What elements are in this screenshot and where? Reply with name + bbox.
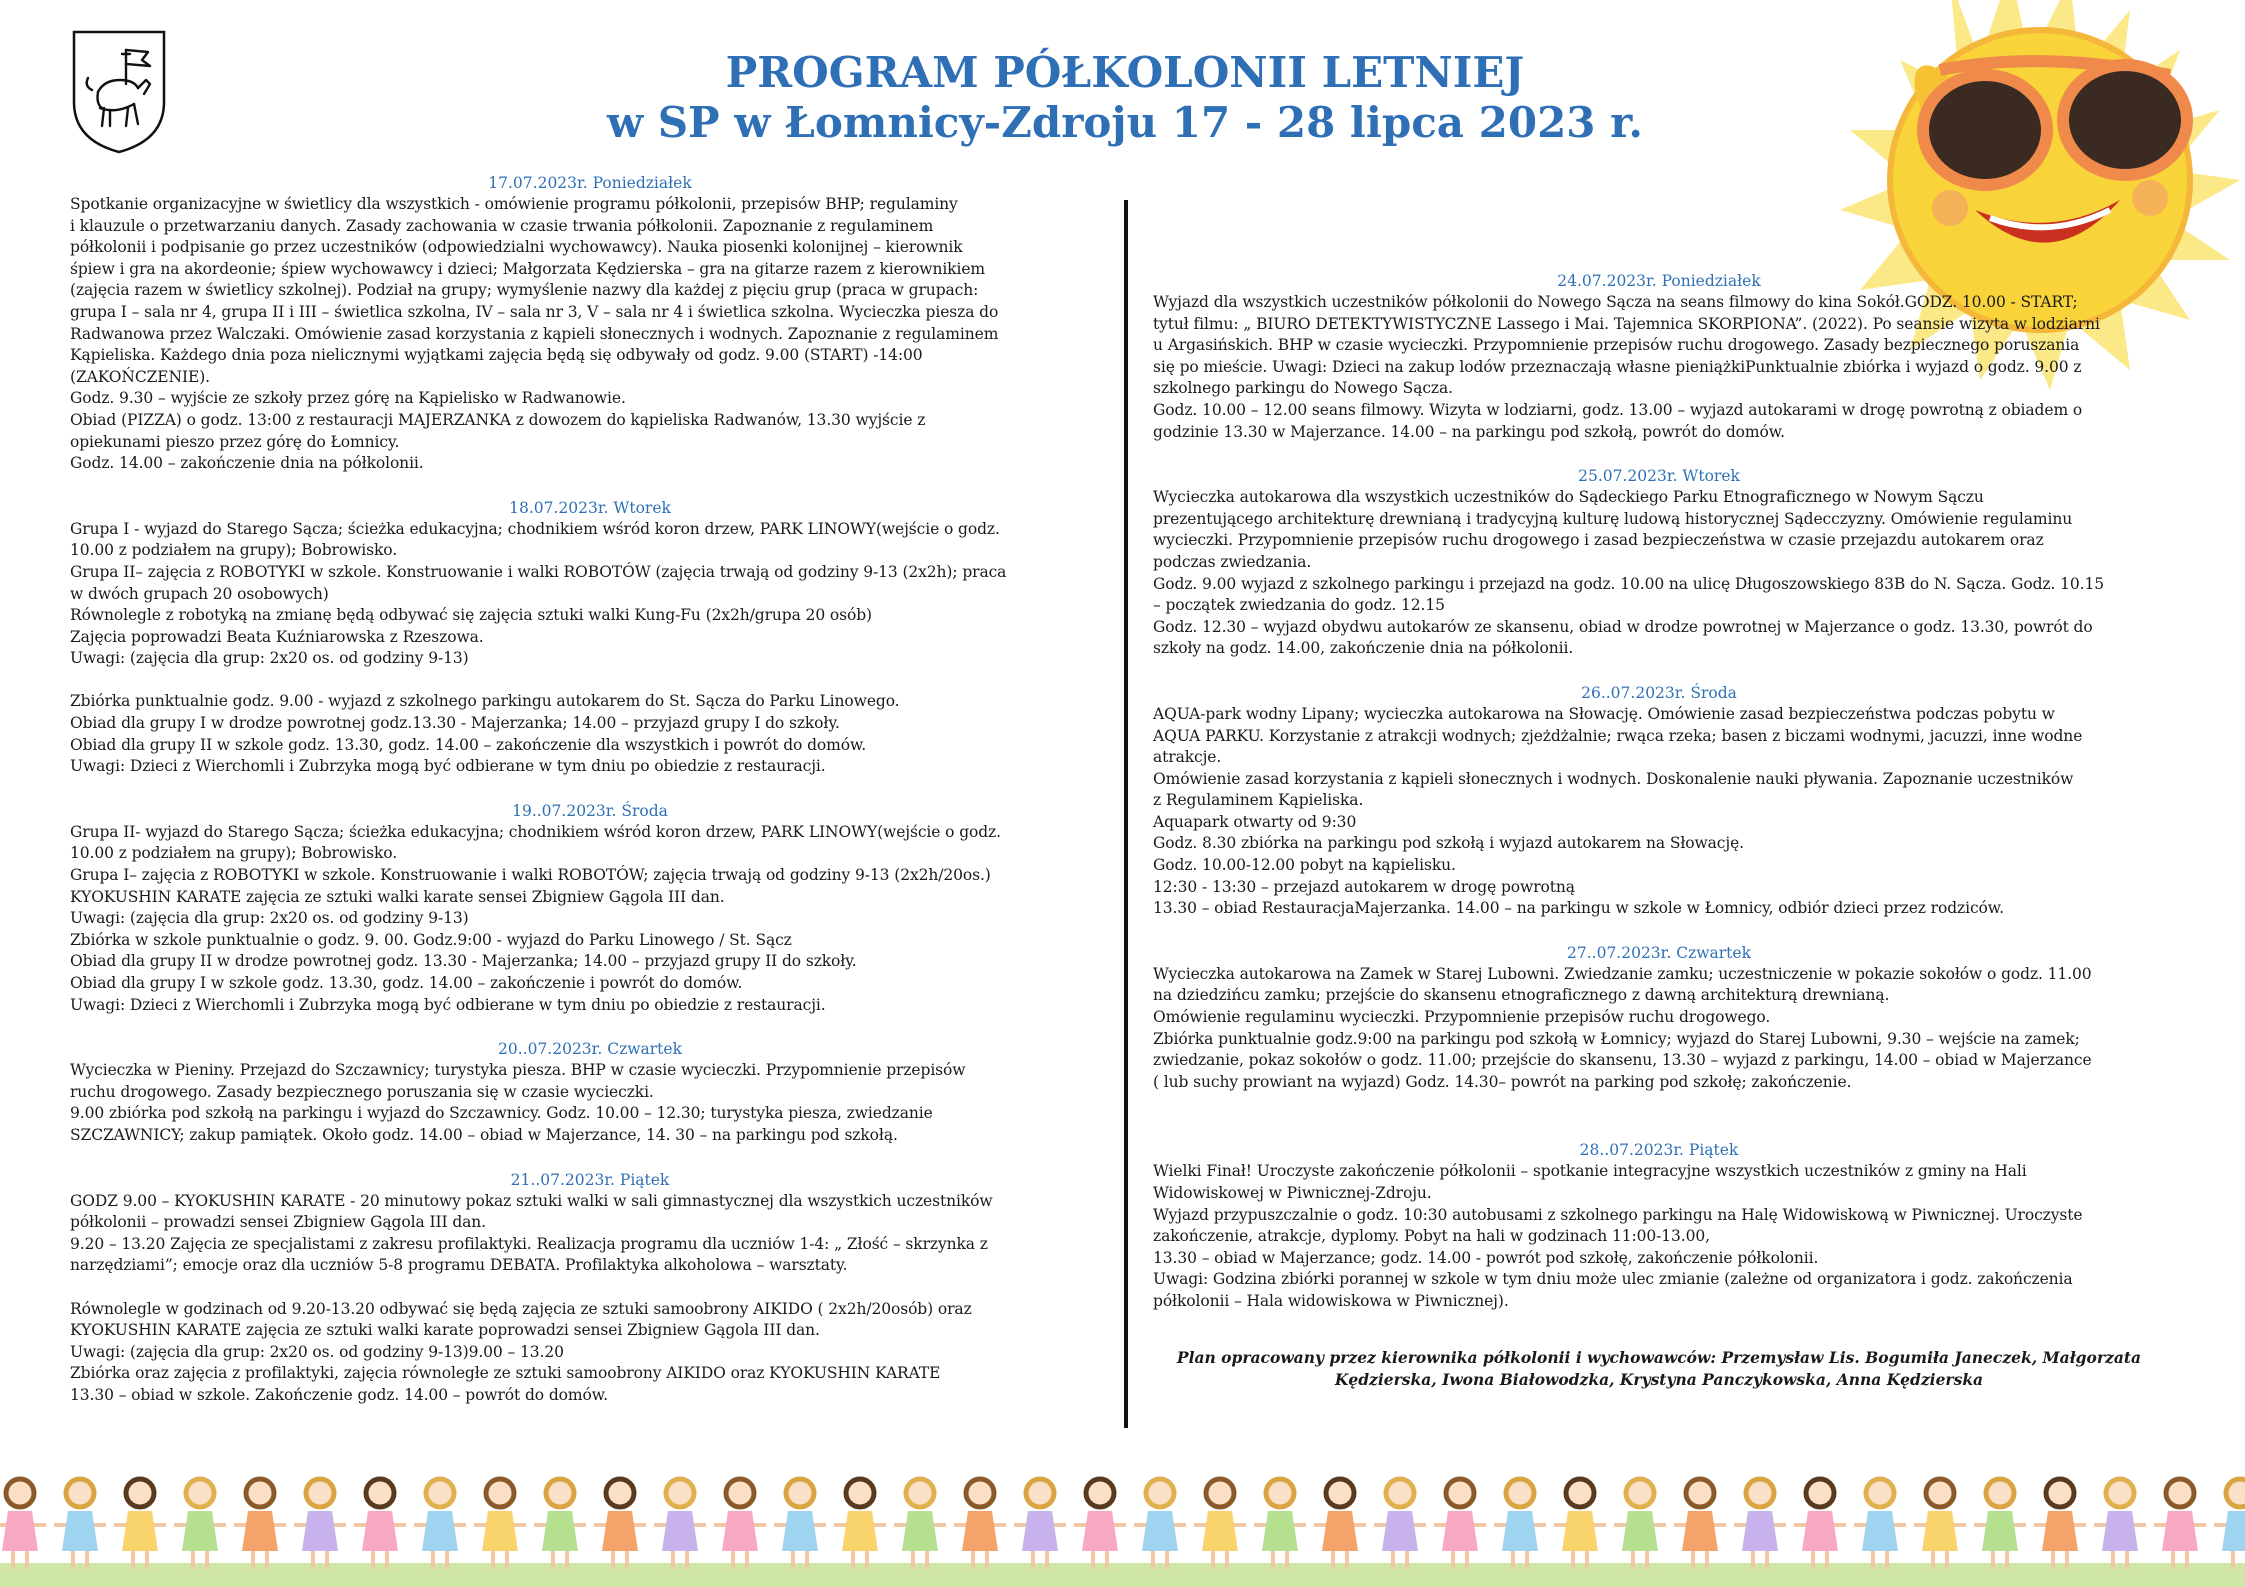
day-date-heading: 28..07.2023r. Piątek [1579, 1141, 1739, 1160]
child-figure [1674, 1479, 1726, 1569]
child-figure [1434, 1479, 1486, 1569]
day-27-07 [1153, 942, 2165, 1094]
day-description: Grupa II- wyjazd do Starego Sącza; ścieżka edukacyjna; chodnikiem wśród koron drzew, PARK LINOWY(wejście o godz. 10.00 z podziałem na grupy); Bobrowisko. Grupa I– zajęcia z ROBOTYKI w szkole. Konstruowanie i walki ROBOTÓW; zajęcia trwają od godziny 9-13 (2x2h/20os.) KYOKUSHIN KARATE zajęcia ze sztuki walki karate sensei Zbigniew Gągola III dan. Uwagi: (zajęcia dla grup: 2x20 os. od godziny 9-13) Zbiórka w szkole punktualnie o godz. 9. 00. Godz.9:00 - wyjazd do Parku Linowego / St. Sącz Obiad dla grupy II w drodze powrotnej godz. 13.30 - Majerzanka; 14.00 – przyjazd grupy II do szkoły. Obiad dla grupy I w szkole godz. 13.30, godz. 14.00 – zakończenie i powrót do domów. Uwagi: Dzieci z Wierchomli i Zubrzyka mogą być odbierane w tym dniu po obiedzie z restauracji. [70, 822, 1001, 1014]
child-figure [1854, 1479, 1906, 1569]
day-date-heading: 25.07.2023r. Wtorek [1578, 467, 1740, 486]
day-20-07 [70, 1038, 1110, 1146]
children-holding-hands-border [0, 1455, 2245, 1587]
child-figure [1314, 1479, 1366, 1569]
day-description: Wycieczka w Pieniny. Przejazd do Szczawnicy; turystyka piesza. BHP w czasie wycieczki. Przypomnienie przepisów ruchu drogowego. Zasady bezpiecznego poruszania się w czasie wycieczki. 9.00 zbiórka pod szkołą na parkingu i wyjazd do Szczawnicy. Godz. 10.00 – 12.30; turystyka piesza, zwiedzanie SZCZAWNICY; zakup pamiątek. Około godz. 14.00 – obiad w Majerzance, 14. 30 – na parkingu pod szkołą. [70, 1061, 966, 1144]
child-figure [114, 1479, 166, 1569]
day-date-heading: 24.07.2023r. Poniedziałek [1557, 272, 1761, 290]
day-description: Spotkanie organizacyjne w świetlicy dla wszystkich - omówienie programu półkolonii, przepisów BHP; regulaminy i klauzule o przetwarzaniu danych. Zasady zachowania w czasie trwania półkolonii. Zapoznanie z regulaminem półkolonii i podpisanie go przez uczestników (odpowiedzialni wychowawcy). Nauka piosenki kolonijnej – kierownik śpiew i gra na akordeonie; śpiew wychowawcy i dzieci; Małgorzata Kędzierska – gra na gitarze razem z kierownikiem (zajęcia razem w świetlicy szkolnej). Podział na grupy; wymyślenie nazwy dla każdej z pięciu grup (praca w grupach: grupa I – sala nr 4, grupa II i III – świetlica szkolna, IV – sala nr 3, V – sala nr 4 i świetlica szkolna. Wycieczka piesza do Radwanowa przez Walczaki. Omówienie zasad korzystania z kąpieli słonecznych i wodnych. Zapoznanie z regulaminem Kąpieliska. Każdego dnia poza nielicznymi wyjątkami zajęcia będą się odbywały od godz. 9.00 (START) -14:00 (ZAKOŃCZENIE). Godz. 9.30 – wyjście ze szkoły przez górę na Kąpielisko w Radwanowie. Obiad (PIZZA) o godz. 13:00 z restauracji MAJERZANKA z dowozem do kąpieliska Radwanów, 13.30 wyjście z opiekunami pieszo przez górę do Łomnicy. Godz. 14.00 – zakończenie dnia na półkolonii. [70, 195, 999, 473]
child-figure [954, 1479, 1006, 1569]
child-figure [0, 1479, 46, 1569]
day-description: Wycieczka autokarowa dla wszystkich uczestników do Sądeckiego Parku Etnograficznego w Nowym Sączu prezentującego architekturę drewnianą i tradycyjną kulturę ludową historycznej Sądecczyzny. Omówienie regulaminu wycieczki. Przypomnienie przepisów ruchu drogowego i zasad bezpieczeństwa w czasie przejazdu autokarem oraz podczas zwiedzania. Godz. 9.00 wyjazd z szkolnego parkingu i przejazd na godz. 10.00 na ulicę Długoszowskiego 83B do N. Sącza. Godz. 10.15 – początek zwiedzania do godz. 12.15 Godz. 12.30 – wyjazd obydwu autokarów ze skansenu, obiad w drodze powrotnej w Majerzance o godz. 13.30, powrót do szkoły na godz. 14.00, zakończenie dnia na półkolonii. [1153, 488, 2104, 658]
day-28-07 [1153, 1139, 2165, 1312]
child-figure [1794, 1479, 1846, 1569]
child-figure [834, 1479, 886, 1569]
child-figure [354, 1479, 406, 1569]
child-figure [714, 1479, 766, 1569]
child-figure [1734, 1479, 1786, 1569]
day-24-07 [1153, 270, 2165, 443]
child-figure [1974, 1479, 2026, 1569]
child-figure [2034, 1479, 2086, 1569]
child-figure [2154, 1479, 2206, 1569]
child-figure [414, 1479, 466, 1569]
day-26-07 [1153, 682, 2165, 920]
left-column-schedule [70, 172, 1110, 1429]
day-25-07 [1153, 465, 2165, 660]
day-18-07 [70, 497, 1110, 778]
child-figure [54, 1479, 106, 1569]
coat-of-arms-logo [70, 28, 168, 156]
child-figure [1134, 1479, 1186, 1569]
title-line-1: PROGRAM PÓŁKOLONII LETNIEJ [725, 48, 1525, 97]
day-description: Wyjazd dla wszystkich uczestników półkolonii do Nowego Sącza na seans filmowy do kina Sokół.GODZ. 10.00 - START; tytuł filmu: „ BIURO DETEKTYWISTYCZNE Lassego i Mai. Tajemnica SKORPIONA”. (2022). Po seansie wizyta w lodziarni u Argasińskich. BHP w czasie wycieczki. Przypomnienie przepisów ruchu drogowego. Zasady bezpiecznego poruszania się po mieście. Uwagi: Dzieci na zakup lodów przeznaczają własne pieniążkiPunktualnie zbiórka i wyjazd o godz. 9.00 z szkolnego parkingu do Nowego Sącza. Godz. 10.00 – 12.00 seans filmowy. Wizyta w lodziarni, godz. 13.00 – wyjazd autokarami w drogę powrotną z obiadem o godzinie 13.30 w Majerzance. 14.00 – na parkingu pod szkołą, powrót do domów. [1153, 293, 2100, 441]
child-figure [1614, 1479, 1666, 1569]
child-figure [234, 1479, 286, 1569]
child-figure [1914, 1479, 1966, 1569]
child-figure [174, 1479, 226, 1569]
day-date-heading: 21..07.2023r. Piątek [510, 1170, 670, 1189]
day-description: Wycieczka autokarowa na Zamek w Starej Lubowni. Zwiedzanie zamku; uczestniczenie w pokazie sokołów o godz. 11.00 na dziedzińcu zamku; przejście do skansenu etnograficznego z dawną architekturą drewnianą. Omówienie regulaminu wycieczki. Przypomnienie przepisów ruchu drogowego. Zbiórka punktualnie godz.9:00 na parkingu pod szkołą w Łomnicy; wyjazd do Starej Lubowni, 9.30 – wejście na zamek; zwiedzanie, pokaz sokołów o godz. 11.00; przejście do skansenu, 13.30 – wyjazd z parkingu, 14.00 – obiad w Majerzance ( lub suchy prowiant na wyjazd) Godz. 14.30– powrót na parking pod szkołę; zakończenie. [1153, 964, 2092, 1091]
authors-note: Plan opracowany przez kierownika półkolonii i wychowawców: Przemysław Lis. Bogumiła Janeczek, Małgorzata Kędzierska, Iwona Białowodzka, Krystyna Panczykowska, Anna Kędzierska [1176, 1347, 2142, 1389]
day-19-07 [70, 800, 1110, 1016]
child-figure [2094, 1479, 2146, 1569]
day-description: GODZ 9.00 – KYOKUSHIN KARATE - 20 minutowy pokaz sztuki walki w sali gimnastycznej dla wszystkich uczestników półkolonii – prowadzi sensei Zbigniew Gągola III dan. 9.20 – 13.20 Zajęcia ze specjalistami z zakresu profilaktyki. Realizacja programu dla uczniów 1-4: „ Złość – skrzynka z narzędziami”; emocje oraz dla uczniów 5-8 programu DEBATA. Profilaktyka alkoholowa – warsztaty. Równolegle w godzinach od 9.20-13.20 odbywać się będą zajęcia ze sztuki samoobrony AIKIDO ( 2x2h/20osób) oraz KYOKUSHIN KARATE zajęcia ze sztuki walki karate poprowadzi sensei Zbigniew Gągola III dan. Uwagi: (zajęcia dla grup: 2x20 os. od godziny 9-13)9.00 – 13.20 Zbiórka oraz zajęcia z profilaktyki, zajęcia równoległe ze sztuki samoobrony AIKIDO oraz KYOKUSHIN KARATE 13.30 – obiad w szkole. Zakończenie godz. 14.00 – powrót do domów. [70, 1191, 993, 1404]
title-line-2: w SP w Łomnicy-Zdroju 17 - 28 lipca 2023 r. [606, 98, 1644, 147]
child-figure [894, 1479, 946, 1569]
column-divider [1124, 200, 1128, 1428]
child-figure [1494, 1479, 1546, 1569]
day-description: AQUA-park wodny Lipany; wycieczka autokarowa na Słowację. Omówienie zasad bezpieczeństwa podczas pobytu w AQUA PARKU. Korzystanie z atrakcji wodnych; zjeżdżalnie; rwąca rzeka; basen z biczami wodnymi, jacuzzi, inne wodne atrakcje. Omówienie zasad korzystania z kąpieli słonecznych i wodnych. Doskonalenie nauki pływania. Zapoznanie uczestników z Regulaminem Kąpieliska. Aquapark otwarty od 9:30 Godz. 8.30 zbiórka na parkingu pod szkołą i wyjazd autokarem na Słowację. Godz. 10.00-12.00 pobyt na kąpielisku. 12:30 - 13:30 – przejazd autokarem w drogę powrotną 13.30 – obiad RestauracjaMajerzanka. 14.00 – na parkingu w szkole w Łomnicy, odbiór dzieci przez rodziców. [1153, 704, 2083, 918]
child-figure [774, 1479, 826, 1569]
day-date-heading: 27..07.2023r. Czwartek [1567, 943, 1751, 962]
day-date-heading: 19..07.2023r. Środa [512, 801, 668, 820]
page-header [560, 48, 1690, 148]
day-21-07 [70, 1169, 1110, 1407]
child-figure [474, 1479, 526, 1569]
child-figure [1074, 1479, 1126, 1569]
day-description: Grupa I - wyjazd do Starego Sącza; ścieżka edukacyjna; chodnikiem wśród koron drzew, PARK LINOWY(wejście o godz. 10.00 z podziałem na grupy); Bobrowisko. Grupa II– zajęcia z ROBOTYKI w szkole. Konstruowanie i walki ROBOTÓW (zajęcia trwają od godziny 9-13 (2x2h); praca w dwóch grupach 20 osobowych) Równolegle z robotyką na zmianę będą odbywać się zajęcia sztuki walki Kung-Fu (2x2h/grupa 20 osób) Zajęcia poprowadzi Beata Kuźniarowska z Rzeszowa. Uwagi: (zajęcia dla grup: 2x20 os. od godziny 9-13) Zbiórka punktualnie godz. 9.00 - wyjazd z szkolnego parkingu autokarem do St. Sącza do Parku Linowego. Obiad dla grupy I w drodze powrotnej godz.13.30 - Majerzanka; 14.00 – przyjazd grupy I do szkoły. Obiad dla grupy II w szkole godz. 13.30, godz. 14.00 – zakończenie dla wszystkich i powrót do domów. Uwagi: Dzieci z Wierchomli i Zubrzyka mogą być odbierane w tym dniu po obiedzie z restauracji. [70, 519, 1007, 776]
child-figure [594, 1479, 646, 1569]
day-17-07 [70, 172, 1110, 475]
child-figure [654, 1479, 706, 1569]
child-figure [294, 1479, 346, 1569]
child-figure [1194, 1479, 1246, 1569]
day-date-heading: 20..07.2023r. Czwartek [498, 1040, 682, 1059]
child-figure [1254, 1479, 1306, 1569]
day-date-heading: 18.07.2023r. Wtorek [509, 498, 671, 517]
day-date-heading: 17.07.2023r. Poniedziałek [488, 174, 692, 192]
day-date-heading: 26..07.2023r. Środa [1581, 683, 1737, 702]
child-figure [534, 1479, 586, 1569]
right-column-schedule [1153, 270, 2165, 1391]
child-figure [1374, 1479, 1426, 1569]
child-figure [1014, 1479, 1066, 1569]
child-figure [1554, 1479, 1606, 1569]
child-figure [2214, 1479, 2245, 1569]
day-description: Wielki Finał! Uroczyste zakończenie półkolonii – spotkanie integracyjne wszystkich uczestników z gminy na Hali Widowiskowej w Piwnicznej-Zdroju. Wyjazd przypuszczalnie o godz. 10:30 autobusami z szkolnego parkingu na Halę Widowiskową w Piwnicznej. Uroczyste zakończenie, atrakcje, dyplomy. Pobyt na hali w godzinach 11:00-13.00, 13.30 – obiad w Majerzance; godz. 14.00 - powrót pod szkołę, zakończenie półkolonii. Uwagi: Godzina zbiórki porannej w szkole w tym dniu może ulec zmianie (zależne od organizatora i godz. zakończenia półkolonii – Hala widowiskowa w Piwnicznej). [1153, 1162, 2083, 1310]
